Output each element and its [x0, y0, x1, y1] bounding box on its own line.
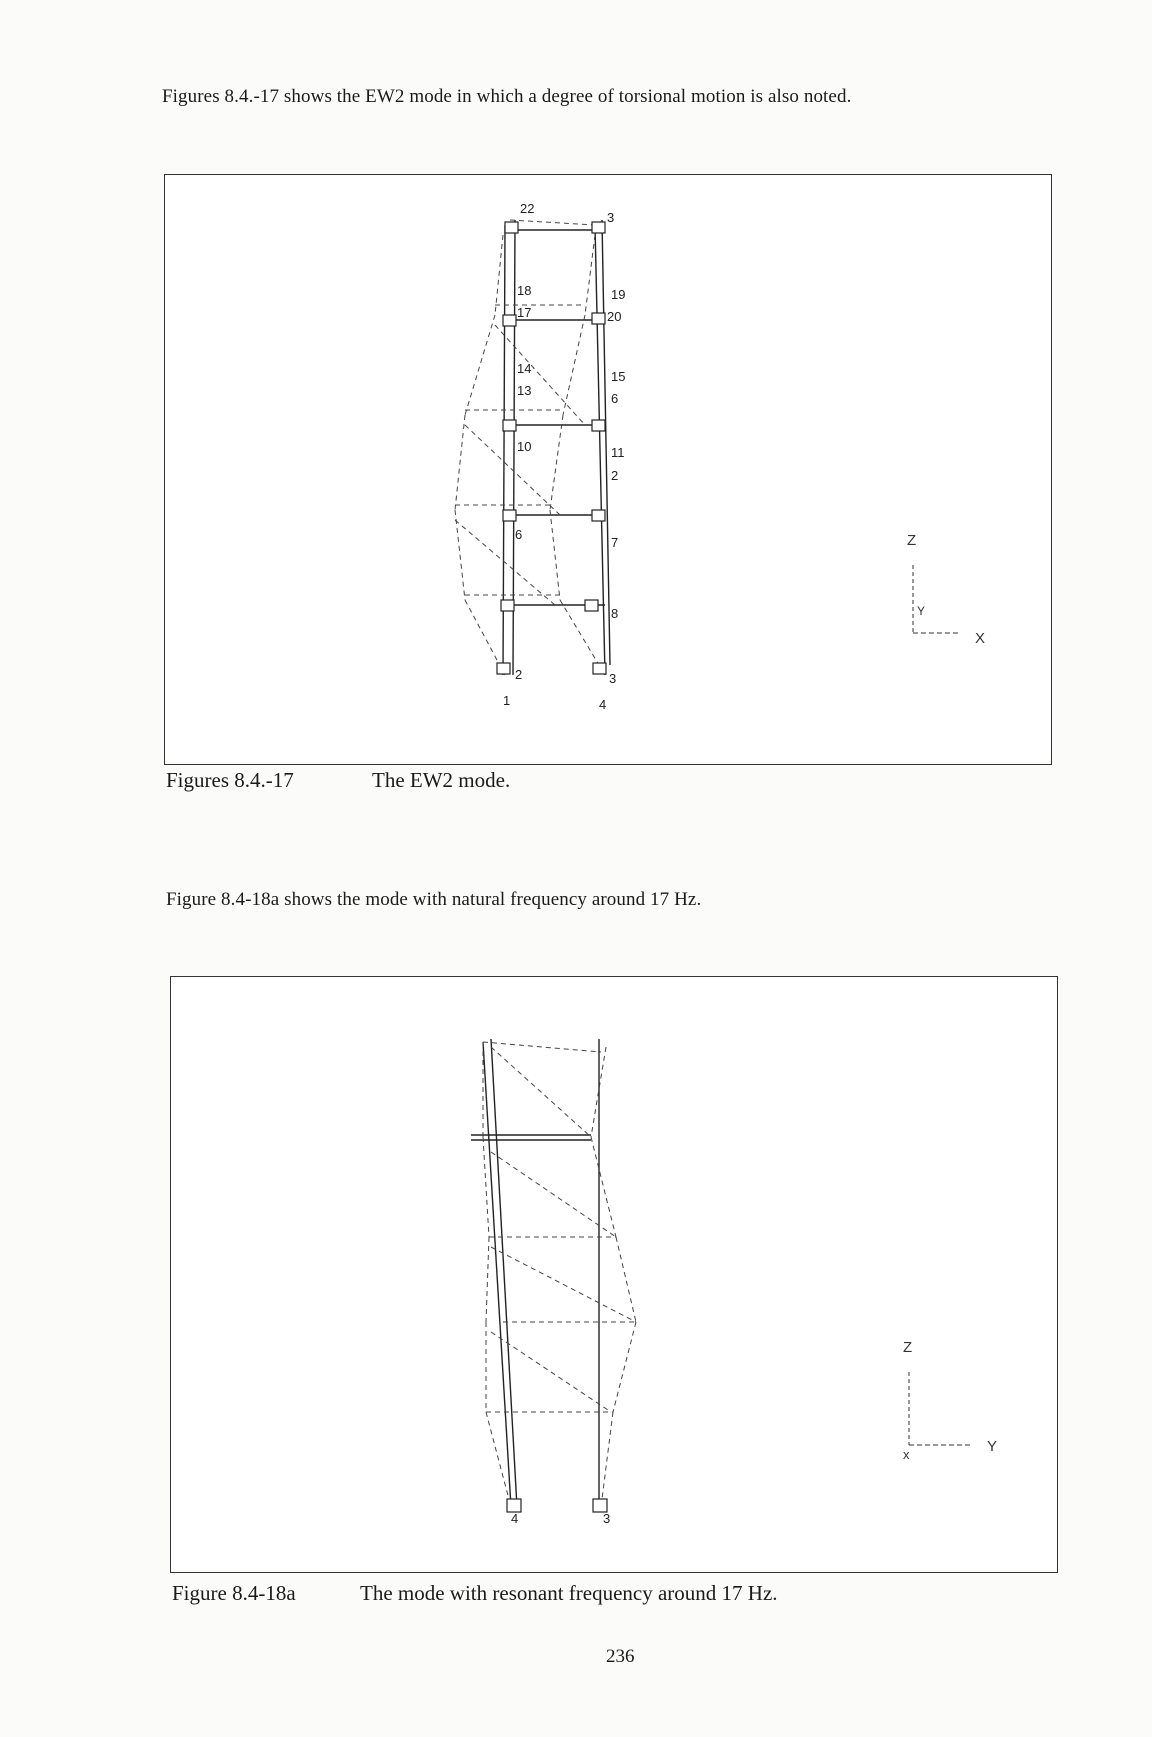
node-box — [503, 315, 516, 326]
figure-1-caption-text: The EW2 mode. — [372, 768, 511, 792]
figure-ew2-mode — [164, 174, 1052, 765]
node-label: 15 — [611, 369, 626, 384]
node-label: 4 — [599, 697, 607, 712]
figure-17hz-mode — [170, 976, 1058, 1573]
node-box — [497, 663, 510, 674]
deformed-line — [613, 1322, 636, 1412]
deformed-line — [510, 220, 595, 225]
node-box — [503, 510, 516, 521]
deformed-line — [550, 415, 563, 510]
deformed-line — [550, 510, 560, 600]
deformed-line — [591, 1137, 616, 1237]
node-box — [592, 313, 605, 324]
node-label: 20 — [607, 309, 622, 324]
node-label: 2 — [611, 468, 619, 483]
node-label: 2 — [515, 667, 523, 682]
node-label: 17 — [517, 305, 532, 320]
deformed-line — [495, 235, 503, 315]
deformed-line — [455, 510, 465, 600]
page-number: 236 — [606, 1646, 635, 1667]
node-label: 10 — [517, 439, 532, 454]
node-label: 14 — [517, 361, 532, 376]
deformed-line — [483, 1042, 601, 1052]
node-box — [592, 510, 605, 521]
figure-1-caption-number: Figures 8.4.-17 — [166, 768, 294, 792]
column-line — [491, 1039, 517, 1507]
node-label: 6 — [515, 527, 523, 542]
axis-label-y: Y — [917, 604, 926, 618]
node-box — [592, 222, 605, 233]
node-box — [503, 420, 516, 431]
deformed-line — [585, 235, 595, 315]
axis-label-z: Z — [903, 1339, 913, 1356]
node-box — [592, 420, 605, 431]
deformed-line — [616, 1237, 636, 1322]
node-label: 3 — [609, 671, 617, 686]
node-label: 7 — [611, 535, 619, 550]
node-label: 22 — [520, 201, 535, 216]
deformed-line — [491, 1152, 616, 1237]
second-paragraph: Figure 8.4-18a shows the mode with natural frequency around 17 Hz. — [166, 889, 702, 910]
node-label: 11 — [611, 445, 625, 460]
deformed-line — [483, 1137, 489, 1237]
deformed-line — [563, 315, 585, 415]
deformed-line — [486, 1412, 511, 1507]
node-box — [505, 222, 518, 233]
axis-label-z: Z — [907, 532, 917, 549]
node-box — [585, 600, 598, 611]
figure-2-caption-text: The mode with resonant frequency around 17 Hz. — [360, 1581, 778, 1605]
deformed-line — [465, 425, 560, 515]
node-box — [501, 600, 514, 611]
axis-label-x: x — [903, 1447, 910, 1462]
deformed-line — [465, 315, 495, 415]
deformed-line — [491, 1047, 591, 1137]
figure-1-caption — [166, 768, 766, 798]
intro-paragraph: Figures 8.4.-17 shows the EW2 mode in which a degree of torsional motion is also noted. — [162, 86, 852, 107]
node-label: 3 — [607, 210, 615, 225]
axis-label-x: X — [975, 630, 986, 647]
17hz-mode-wireframe — [171, 977, 1056, 1571]
node-label: 3 — [603, 1511, 611, 1526]
axis-label-y: Y — [987, 1438, 998, 1455]
node-label: 8 — [611, 606, 619, 621]
figure-2-caption — [172, 1581, 932, 1611]
node-label: 4 — [511, 1511, 519, 1526]
deformed-line — [491, 1247, 636, 1322]
deformed-line — [486, 1237, 489, 1322]
deformed-line — [455, 415, 465, 510]
node-label: 18 — [517, 283, 532, 298]
node-label: 19 — [611, 287, 626, 302]
node-label: 13 — [517, 383, 532, 398]
ew2-mode-wireframe — [165, 175, 1050, 763]
deformed-line — [601, 1412, 613, 1507]
figure-2-caption-number: Figure 8.4-18a — [172, 1581, 296, 1605]
deformed-line — [455, 520, 555, 605]
node-label: 1 — [503, 693, 511, 708]
node-label: 6 — [611, 391, 619, 406]
node-box — [593, 663, 606, 674]
